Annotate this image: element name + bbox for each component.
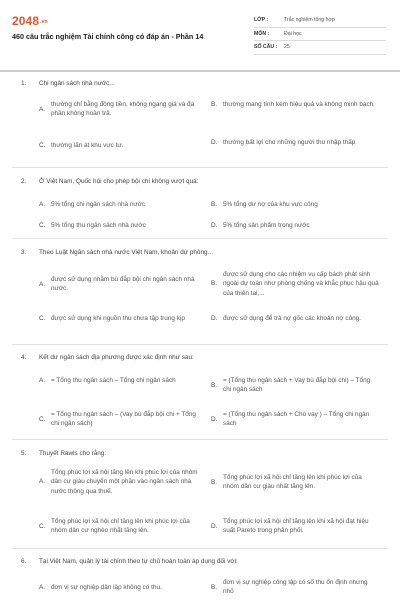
question-text: Kết dư ngân sách địa phương được xác định như sau: [39, 354, 194, 361]
question-line [21, 80, 381, 87]
meta-key: SỐ CÂU : [254, 44, 278, 51]
meta-value: 25 [284, 44, 290, 51]
option-letter: D. [211, 415, 218, 423]
option-c[interactable] [39, 410, 205, 429]
option-text: Tổng phúc lợi xã hội tăng lên khi phúc lợi của nhóm dân cư giàu chuyển một phần vào ngân sách nhà nước thông qua thuế. [51, 469, 198, 495]
option-c[interactable] [39, 141, 205, 150]
question-line [21, 558, 381, 565]
option-b[interactable] [211, 200, 379, 209]
option-d[interactable] [211, 410, 379, 429]
option-letter: D. [211, 522, 218, 530]
option-text: đơn vị sự nghiệp dân lập không có thu. [51, 584, 162, 591]
question-number: 4. [21, 354, 27, 361]
option-c[interactable] [39, 517, 205, 536]
option-letter: B. [211, 478, 218, 486]
option-c[interactable] [39, 221, 205, 230]
meta-row-count [254, 41, 386, 55]
option-d[interactable] [211, 221, 379, 230]
option-text: thường lấn át khu vực tư. [51, 142, 124, 149]
meta-key: LỚP : [254, 17, 269, 24]
page-title: 460 câu trắc nghiệm Tài chính công có đáp án - Phần 14 [12, 32, 204, 41]
meta-table [254, 14, 386, 55]
logo-suffix: .vn [40, 19, 48, 25]
logo-text: 2048 [12, 14, 40, 28]
option-letter: B. [211, 280, 218, 288]
option-text: 5% tổng chi ngân sách nhà nước [51, 201, 146, 208]
option-text: = Tổng thu ngân sách – (Vay bù đắp bội chi + Tổng chi ngân sách) [51, 411, 196, 428]
meta-row-subject [254, 28, 386, 42]
question-line [21, 178, 381, 185]
option-b[interactable] [211, 376, 379, 395]
site-logo[interactable] [12, 14, 48, 28]
question-line [21, 354, 381, 361]
option-letter: C. [39, 522, 46, 530]
option-text: được sử dụng cho các nhiệm vụ cấp bách phát sinh ngoài dự toán như phòng chống và khắc phục hậu quả của thiên tai,... [223, 271, 379, 297]
option-text: thường bất lợi cho những người thu nhập thấp [223, 139, 356, 146]
meta-row-class [254, 14, 386, 28]
meta-value: Trắc nghiệm tổng hợp [284, 17, 335, 24]
document-header [0, 0, 400, 72]
option-letter: A. [39, 478, 46, 486]
option-text: Tổng phúc lợi xã hội chỉ tăng lên khi xã hội đạt hiệu suất Pareto trong phân phối. [223, 518, 369, 535]
option-text: thường chỉ bằng đồng tiền, không ngang giá và đa phần không hoàn trả. [51, 101, 195, 118]
option-text: = (Tổng thu ngân sách + Cho vay ) – Tổng chi ngân sách [223, 411, 370, 428]
option-a[interactable] [39, 100, 205, 119]
question-number: 3. [21, 249, 27, 256]
option-letter: D. [211, 139, 218, 147]
option-letter: C. [39, 142, 46, 150]
option-b[interactable] [211, 578, 379, 597]
option-a[interactable] [39, 200, 205, 209]
option-b[interactable] [211, 270, 379, 298]
option-c[interactable] [39, 314, 205, 323]
option-b[interactable] [211, 100, 379, 109]
question-number: 5. [21, 450, 27, 457]
question-divider [12, 439, 388, 440]
question-number: 2. [21, 178, 27, 185]
question-text: Theo Luật Ngân sách nhà nước Việt Nam, khoản dự phòng... [39, 249, 213, 256]
option-a[interactable] [39, 468, 205, 496]
option-a[interactable] [39, 275, 205, 294]
option-text: thường mang tính kém hiệu quả và không minh bạch. [223, 101, 375, 108]
question-divider [12, 344, 388, 345]
option-letter: B. [211, 201, 218, 209]
question-line [21, 249, 381, 256]
question-text: Ở Việt Nam, Quốc hội cho phép bội chi không vượt quá: [39, 178, 199, 185]
question-text: Thuyết Rawls cho rằng: [39, 450, 107, 457]
option-d[interactable] [211, 138, 379, 147]
question-number: 6. [21, 558, 27, 565]
option-letter: D. [211, 222, 218, 230]
option-text: được sử dụng để trả nợ gốc các khoản nợ công. [223, 315, 362, 322]
option-text: 5% tổng sản phẩm trong nước [223, 222, 310, 229]
option-a[interactable] [39, 376, 205, 385]
option-letter: A. [39, 105, 46, 113]
question-text: Chi ngân sách nhà nước... [39, 80, 115, 87]
option-letter: A. [39, 201, 46, 209]
question-line [21, 450, 381, 457]
option-b[interactable] [211, 473, 379, 492]
option-a[interactable] [39, 583, 205, 592]
option-letter: C. [39, 415, 46, 423]
option-text: được sử dụng khi nguồn thu chưa tập trung kịp [51, 315, 185, 322]
option-letter: A. [39, 377, 46, 385]
option-d[interactable] [211, 517, 379, 536]
header-divider [0, 70, 400, 72]
option-text: 5% tổng thu ngân sách nhà nước [51, 222, 146, 229]
option-letter: C. [39, 222, 46, 230]
option-text: được sử dụng nhằm bù đắp bội chi ngân sách nhà nước. [51, 276, 195, 293]
option-text: 5% tổng dư nợ của khu vực công [223, 201, 318, 208]
question-divider [12, 238, 388, 239]
option-text: Tổng phúc lợi xã hội chỉ tăng lên khi phúc lợi của nhóm dân cư nghèo nhất tăng lên. [51, 518, 190, 535]
question-number: 1. [21, 80, 27, 87]
option-letter: A. [39, 584, 46, 592]
option-d[interactable] [211, 314, 379, 323]
question-divider [12, 548, 388, 549]
option-text: = (Tổng thu ngân sách + Vay bù đắp bội chi) – Tổng chi ngân sách [223, 377, 371, 394]
option-letter: B. [211, 101, 218, 109]
option-letter: B. [211, 583, 218, 591]
meta-key: MÔN : [254, 30, 270, 37]
option-text: Tổng phúc lợi xã hội chỉ tăng lên khi phúc lợi của nhóm dân cư giàu nhất tăng lên. [223, 474, 362, 491]
meta-value: Đại học [284, 30, 302, 37]
question-text: Tại Việt Nam, quản lý tài chính theo tự chủ hoàn toàn áp dụng đối với: [39, 558, 238, 565]
option-letter: B. [211, 381, 218, 389]
option-text: = Tổng thu ngân sách – Tổng chi ngân sách [51, 377, 176, 384]
option-letter: C. [39, 315, 46, 323]
option-letter: D. [211, 315, 218, 323]
option-letter: A. [39, 280, 46, 288]
option-text: đơn vị sự nghiệp công lập có số thu ổn định nhưng nhỏ [223, 579, 368, 596]
question-divider [12, 167, 388, 168]
